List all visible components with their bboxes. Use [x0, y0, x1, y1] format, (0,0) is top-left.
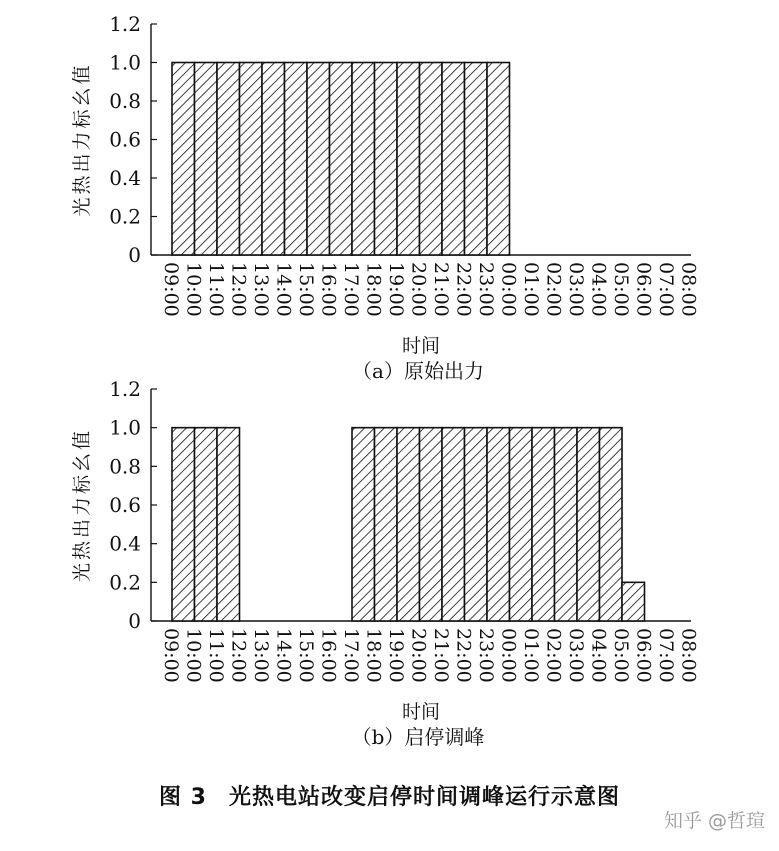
x-tick-label-a: 22:00 [452, 262, 475, 317]
x-tick-label-b: 21:00 [430, 628, 452, 683]
chart-panel-a [71, 12, 700, 383]
bar-a-12:00 [240, 63, 263, 256]
figure-caption [0, 780, 779, 811]
x-tick-label-a: 19:00 [385, 262, 407, 317]
x-tick-label-b: 07:00 [655, 628, 677, 683]
y-tick-label-a: 0.8 [109, 89, 141, 113]
x-tick-label-a: 09:00 [160, 262, 182, 317]
x-tick-label-a: 15:00 [295, 262, 317, 317]
y-tick-label-b: 0.8 [109, 454, 141, 479]
y-tick-label-a: 0.6 [109, 127, 141, 152]
bar-b-01:00 [532, 428, 555, 621]
bar-a-11:00 [217, 63, 240, 256]
bar-b-18:00 [375, 428, 398, 621]
bar-b-21:00 [442, 428, 465, 621]
x-tick-label-a: 06:00 [632, 262, 655, 317]
x-tick-label-b: 02:00 [542, 628, 565, 683]
x-tick-label-a: 17:00 [340, 262, 362, 317]
y-tick-label-a: 0 [128, 243, 141, 267]
y-tick-label-b: 0.2 [109, 570, 141, 595]
x-tick-label-b: 20:00 [407, 628, 430, 683]
y-tick-label-b: 1.2 [109, 377, 141, 401]
x-tick-label-a: 03:00 [565, 262, 587, 317]
figure-title: 光热电站改变启停时间调峰运行示意图 [228, 785, 620, 810]
bar-b-09:00 [172, 428, 195, 621]
bar-b-10:00 [195, 428, 218, 621]
bar-b-22:00 [465, 428, 488, 621]
x-tick-label-a: 11:00 [205, 262, 227, 317]
chart-panel-b [71, 377, 700, 749]
bar-a-14:00 [285, 63, 308, 256]
bar-a-16:00 [330, 63, 353, 256]
x-axis-label-b: 时间 [401, 701, 441, 723]
x-tick-label-b: 17:00 [340, 628, 362, 683]
x-tick-label-a: 14:00 [272, 262, 295, 317]
x-tick-label-a: 20:00 [407, 262, 430, 317]
bar-a-10:00 [195, 63, 218, 256]
x-tick-label-b: 23:00 [475, 628, 497, 683]
y-tick-label-a: 1.2 [109, 12, 141, 36]
x-tick-label-b: 15:00 [295, 628, 317, 683]
x-tick-label-a: 16:00 [317, 262, 340, 317]
x-tick-label-b: 14:00 [272, 628, 295, 683]
x-tick-label-a: 12:00 [227, 262, 250, 317]
bar-b-05:00 [622, 582, 645, 621]
x-tick-label-a: 10:00 [182, 262, 205, 317]
y-tick-label-a: 1.0 [109, 50, 141, 75]
bar-a-17:00 [352, 63, 375, 256]
bar-a-09:00 [172, 63, 195, 256]
x-tick-label-b: 04:00 [587, 628, 610, 683]
watermark: 知乎 @哲瑄 [663, 810, 765, 832]
x-tick-label-b: 06:00 [632, 628, 655, 683]
y-axis-label-a: 光热出力标幺值 [71, 62, 93, 217]
x-tick-label-b: 01:00 [520, 628, 542, 683]
bar-b-23:00 [487, 428, 510, 621]
y-tick-label-b: 1.0 [109, 415, 141, 440]
x-tick-label-b: 03:00 [565, 628, 587, 683]
x-tick-label-a: 05:00 [610, 262, 632, 317]
x-tick-label-b: 19:00 [385, 628, 407, 683]
x-tick-label-b: 08:00 [677, 628, 700, 683]
x-tick-label-a: 04:00 [587, 262, 610, 317]
bar-a-22:00 [465, 63, 488, 256]
x-axis-label-a: 时间 [401, 335, 441, 357]
x-tick-label-a: 21:00 [430, 262, 452, 317]
bar-a-19:00 [397, 63, 420, 256]
bar-b-00:00 [510, 428, 533, 621]
bar-a-18:00 [375, 63, 398, 256]
x-tick-label-a: 23:00 [475, 262, 497, 317]
bar-b-02:00 [555, 428, 578, 621]
x-tick-label-b: 16:00 [317, 628, 340, 683]
bar-b-11:00 [217, 428, 240, 621]
x-tick-label-b: 09:00 [160, 628, 182, 683]
bar-b-17:00 [352, 428, 375, 621]
bar-b-04:00 [600, 428, 623, 621]
x-tick-label-b: 12:00 [227, 628, 250, 683]
y-tick-label-a: 0.4 [109, 166, 141, 190]
x-tick-label-b: 00:00 [497, 628, 520, 683]
x-tick-label-b: 10:00 [182, 628, 205, 683]
bar-a-15:00 [307, 63, 330, 256]
bar-a-13:00 [262, 63, 285, 256]
x-tick-label-a: 18:00 [362, 262, 385, 317]
x-tick-label-a: 01:00 [520, 262, 542, 317]
y-axis-label-b: 光热出力标幺值 [71, 427, 93, 583]
x-tick-label-b: 18:00 [362, 628, 385, 683]
chart-subtitle-b: （b）启停调峰 [351, 725, 485, 749]
bar-a-23:00 [487, 63, 510, 256]
x-tick-label-a: 07:00 [655, 262, 677, 317]
chart-subtitle-a: （a）原始出力 [352, 359, 484, 383]
x-tick-label-a: 00:00 [497, 262, 520, 317]
y-tick-label-b: 0 [128, 609, 141, 633]
bar-b-20:00 [420, 428, 443, 621]
figure-number: 图 3 [159, 785, 207, 810]
x-tick-label-b: 22:00 [452, 628, 475, 683]
y-tick-label-a: 0.2 [109, 204, 141, 229]
x-tick-label-b: 11:00 [205, 628, 227, 683]
y-tick-label-b: 0.6 [109, 493, 141, 517]
x-tick-label-a: 13:00 [250, 262, 272, 317]
x-tick-label-b: 05:00 [610, 628, 632, 683]
x-tick-label-b: 13:00 [250, 628, 272, 683]
x-tick-label-a: 08:00 [677, 262, 700, 317]
x-tick-label-a: 02:00 [542, 262, 565, 317]
bar-b-03:00 [577, 428, 600, 621]
bar-a-21:00 [442, 63, 465, 256]
bar-b-19:00 [397, 428, 420, 621]
y-tick-label-b: 0.4 [109, 531, 141, 556]
bar-a-20:00 [420, 63, 443, 256]
